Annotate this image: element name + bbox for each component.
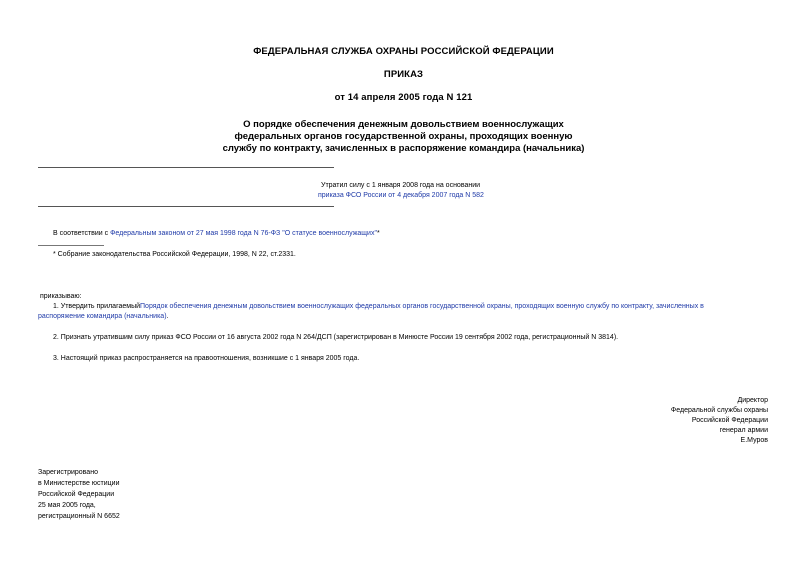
registration-line-3: Российской Федерации [38, 491, 115, 498]
signature-name: Е.Муров [740, 437, 768, 444]
procedure-link-part-1[interactable]: Порядок обеспечения денежным довольствием военнослужащих федеральных органов государственной охраны, проходящих военную службу по контракту, зачисленных в [140, 303, 704, 310]
item-2: 2. Признать утратившим силу приказ ФСО России от 16 августа 2002 года N 264/ДСП (зарегистрирован в Минюсте России 19 сентября 2002 года, регистрационный N 3814). [53, 334, 619, 341]
agency-name: ФЕДЕРАЛЬНАЯ СЛУЖБА ОХРАНЫ РОССИЙСКОЙ ФЕДЕРАЦИИ [253, 46, 554, 57]
registration-block [38, 467, 238, 522]
footnote-divider [38, 245, 104, 246]
footnote: * Собрание законодательства Российской Федерации, 1998, N 22, ст.2331. [53, 251, 296, 258]
order-word: приказываю: [40, 293, 82, 300]
item-1-line-1 [53, 302, 768, 312]
signature-rank: генерал армии [719, 427, 768, 434]
registration-line-4: 25 мая 2005 года, [38, 502, 96, 509]
item-1-line-2 [38, 312, 168, 322]
item-1-prefix: 1. Утвердить прилагаемый [53, 303, 141, 310]
signature-org-1: Федеральной службы охраны [670, 407, 768, 414]
document-type: ПРИКАЗ [383, 69, 424, 80]
status-note-link[interactable]: приказа ФСО России от 4 декабря 2007 года N 582 [318, 192, 484, 199]
document-title-line-2: федеральных органов государственной охраны, проходящих военную [234, 131, 573, 142]
item-1-suffix: . [166, 313, 169, 320]
status-note-text: Утратил силу с 1 января 2008 года на основании [321, 182, 481, 189]
federal-law-link[interactable]: Федеральным законом от 27 мая 1998 года N 76-ФЗ "О статусе военнослужащих" [110, 230, 377, 237]
procedure-link-part-2[interactable]: распоряжение командира (начальника) [38, 313, 167, 320]
document-date-number: от 14 апреля 2005 года N 121 [334, 92, 473, 103]
registration-line-5: регистрационный N 6652 [38, 513, 120, 520]
divider-bottom [38, 206, 334, 207]
signature-org-2: Российской Федерации [691, 417, 768, 424]
signature-position: Директор [737, 397, 768, 404]
preamble [53, 229, 380, 239]
divider-top [38, 167, 334, 168]
registration-line-1: Зарегистрировано [38, 469, 98, 476]
signature-block [568, 396, 768, 446]
footnote-marker: * [376, 230, 380, 237]
item-3: 3. Настоящий приказ распространяется на правоотношения, возникшие с 1 января 2005 года. [53, 355, 360, 362]
document-title-line-1: О порядке обеспечения денежным довольствием военнослужащих [243, 119, 564, 130]
preamble-prefix: В соответствии с [53, 230, 111, 237]
document-title-line-3: службу по контракту, зачисленных в распоряжение командира (начальника) [222, 143, 585, 154]
registration-line-2: в Министерстве юстиции [38, 480, 120, 487]
